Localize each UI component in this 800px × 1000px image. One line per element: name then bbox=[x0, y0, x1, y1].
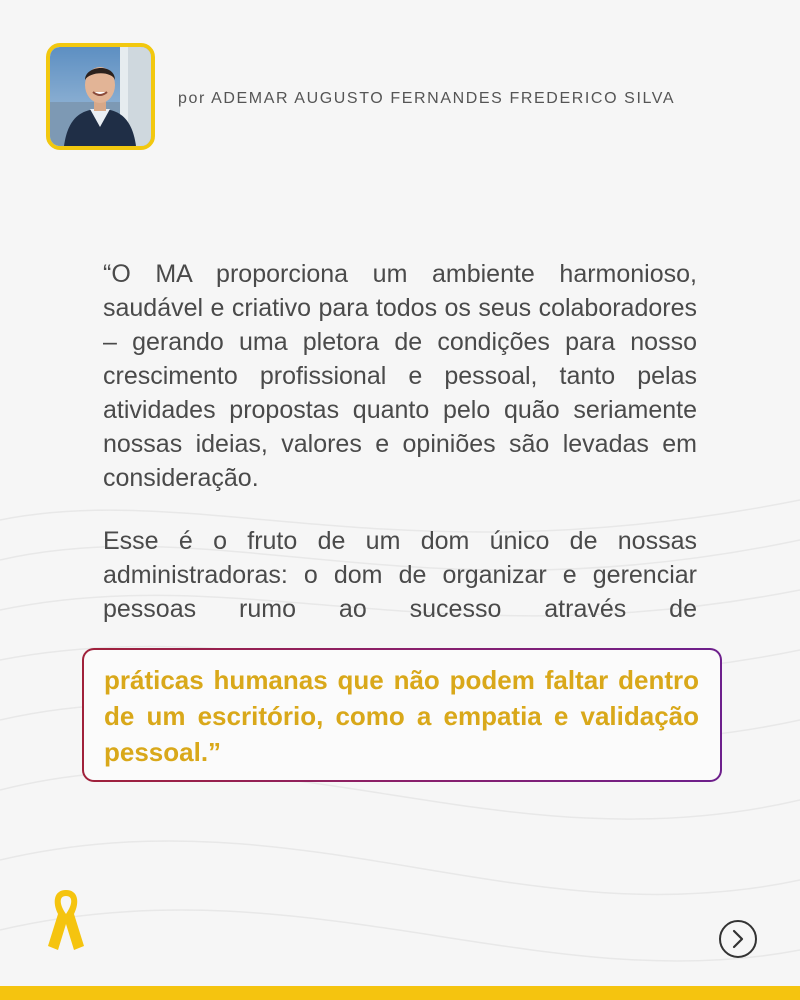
awareness-ribbon-icon bbox=[46, 886, 86, 952]
highlight-quote-box bbox=[82, 648, 722, 782]
bottom-accent-bar bbox=[0, 986, 800, 1000]
highlight-quote-text: práticas humanas que não podem faltar dentro de um escritório, como a empatia e validação pessoal.” bbox=[104, 665, 699, 767]
author-avatar bbox=[46, 43, 155, 150]
chevron-right-circle-icon bbox=[730, 929, 746, 949]
author-photo bbox=[50, 47, 151, 146]
author-byline: por ADEMAR AUGUSTO FERNANDES FREDERICO SILVA bbox=[178, 90, 676, 107]
quote-paragraph-1: “O MA proporciona um ambiente harmonioso, saudável e criativo para todos os seus colaboradores – gerando uma pletora de condições para nosso crescimento profissional e pessoal, tanto pelas atividades propostas quanto pelo quão seriamente nossas ideias, valores e opiniões são levadas em consideração. bbox=[103, 260, 697, 492]
quote-paragraph-2: Esse é o fruto de um dom único de nossas administradoras: o dom de organizar e gerenciar pessoas rumo ao sucesso através de bbox=[103, 527, 697, 623]
next-button[interactable] bbox=[719, 920, 757, 958]
